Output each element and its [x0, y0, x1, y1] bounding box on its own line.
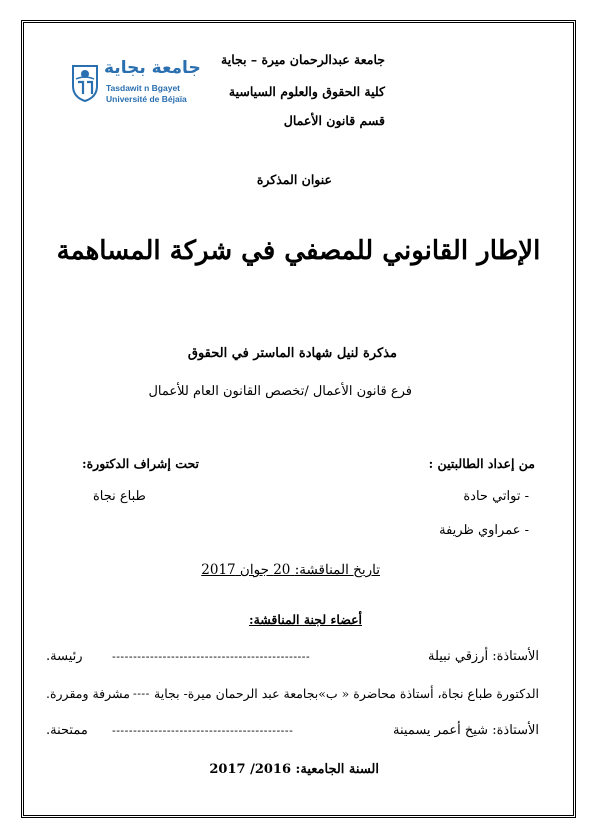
supervisor-name: طباع نجاة	[93, 489, 146, 504]
jury-member-1-leader: -----------------------------------------------	[112, 650, 311, 663]
department-name: قسم قانون الأعمال	[283, 113, 385, 128]
degree-line: مذكرة لنيل شهادة الماستر في الحقوق	[187, 346, 397, 361]
jury-member-3-role: ممتحنة.	[46, 723, 88, 738]
university-logo	[70, 56, 210, 112]
students-label: من إعداد الطالبتين :	[428, 456, 535, 471]
defense-date-label: تاريخ المناقشة:	[294, 562, 380, 578]
specialty-line: فرع قانون الأعمال /تخصص القانون العام للأعمال	[148, 384, 412, 399]
jury-member-1-name: الأستاذة: أرزقي نبيلة	[427, 649, 539, 664]
student-1: - تواتي حادة	[463, 489, 529, 504]
jury-member-3-name: الأستاذة: شيخ أعمر يسمينة	[393, 723, 539, 738]
defense-date	[201, 562, 380, 578]
logo-name-line2: Université de Béjaïa	[106, 94, 187, 104]
defense-date-value: 20 جوان 2017	[201, 562, 291, 578]
supervisor-label: تحت إشراف الدكتورة:	[82, 456, 200, 471]
jury-member-2-leader: ----	[133, 687, 150, 700]
jury-member-1-role: رئيسة.	[46, 649, 83, 664]
logo-arabic-name: جامعة بجاية	[104, 58, 201, 78]
faculty-name: كلية الحقوق والعلوم السياسية	[228, 84, 385, 99]
thesis-title: الإطار القانوني للمصفي في شركة المساهمة	[56, 236, 541, 266]
university-emblem-icon	[70, 64, 100, 102]
student-2: - عمراوي ظريفة	[439, 523, 529, 538]
jury-member-2-name: الدكتورة طباع نجاة، أستاذة محاضرة « ب»بجامعة عبد الرحمان ميرة- بجاية	[154, 686, 539, 701]
thesis-title-label: عنوان المذكرة	[256, 172, 332, 187]
academic-year: السنة الجامعية: 2016/ 2017	[209, 762, 379, 777]
jury-member-2-role: مشرفة ومقررة.	[46, 686, 130, 701]
university-name: جامعة عبدالرحمان ميرة – بجاية	[221, 52, 385, 67]
logo-name-line1: Tasdawit n Bgayet	[106, 83, 180, 93]
jury-member-3-leader: -------------------------------------------	[112, 724, 294, 737]
jury-label: أعضاء لجنة المناقشة:	[248, 612, 362, 627]
